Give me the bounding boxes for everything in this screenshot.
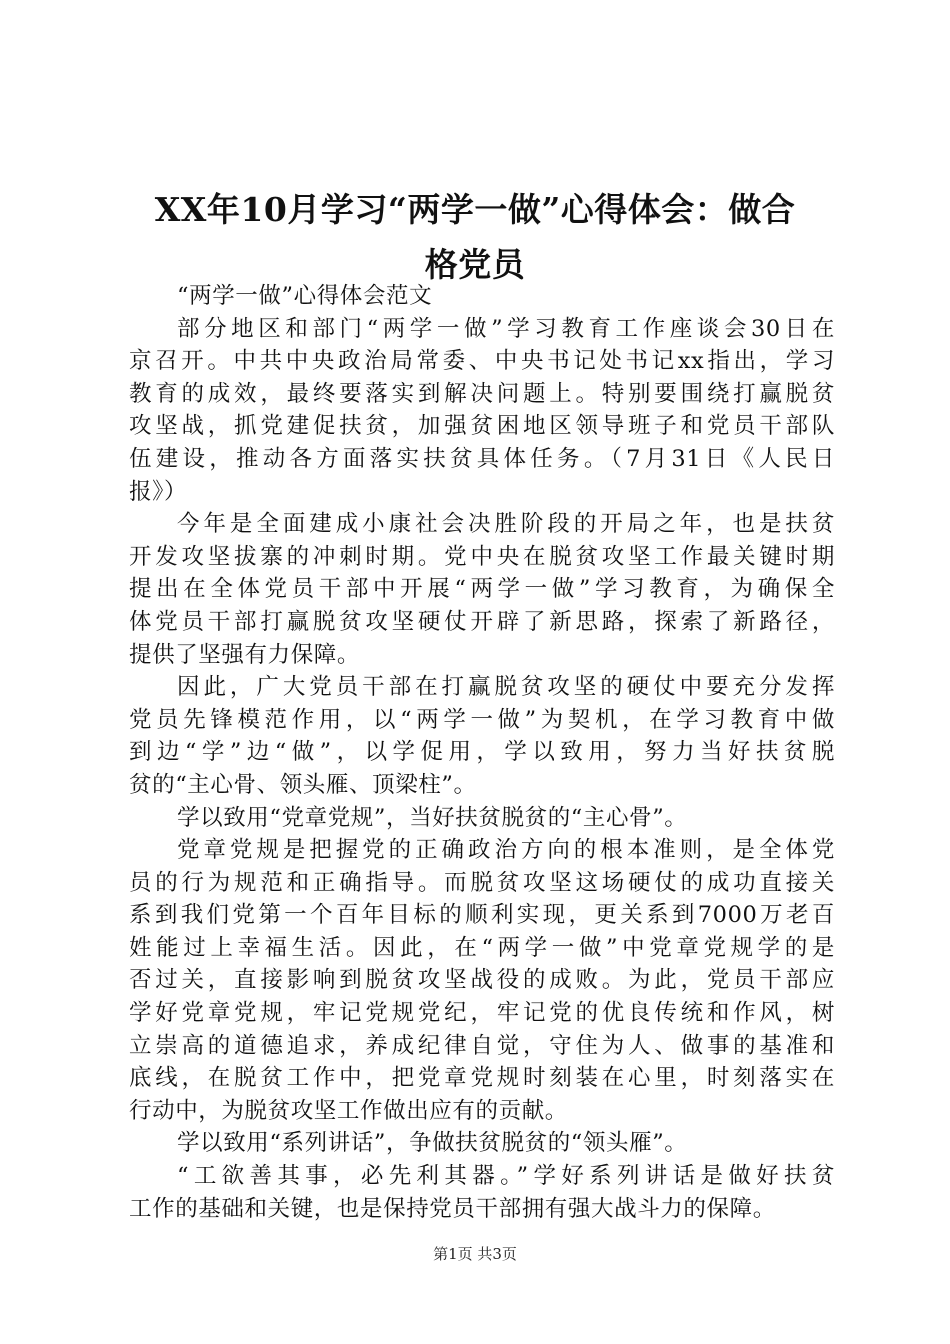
body-line: 部分地区和部门“两学一做”学习教育工作座谈会30日在 [177, 315, 835, 342]
body-line: 底线，在脱贫工作中，把党章党规时刻装在心里，时刻落实在 [129, 1065, 835, 1092]
body-line: 系到我们党第一个百年目标的顺利实现，更关系到7000万老百 [129, 902, 835, 929]
body-line: 教育的成效，最终要落实到解决问题上。特别要围绕打赢脱贫 [129, 380, 835, 407]
body-line: 伍建设，推动各方面落实扶贫具体任务。（7月31日《人民日 [129, 445, 835, 472]
body-line: 员的行为规范和正确指导。而脱贫攻坚这场硬仗的成功直接关 [129, 869, 835, 896]
body-line: 体党员干部打赢脱贫攻坚硬仗开辟了新思路，探索了新路径， [129, 608, 835, 635]
body-line: 否过关，直接影响到脱贫攻坚战役的成败。为此，党员干部应 [129, 967, 835, 994]
body-line: 攻坚战，抓党建促扶贫，加强贫困地区领导班子和党员干部队 [129, 413, 835, 440]
body-line: 因此，广大党员干部在打赢脱贫攻坚的硬仗中要充分发挥 [177, 674, 835, 701]
document-body [129, 280, 835, 1225]
body-line: 学以致用“系列讲话”，争做扶贫脱贫的“领头雁”。 [177, 1130, 688, 1157]
document-title-line-2: 格党员 [424, 245, 526, 284]
body-line: 党员先锋模范作用，以“两学一做”为契机，在学习教育中做 [129, 706, 835, 733]
body-line: 提供了坚强有力保障。 [129, 641, 361, 668]
body-line: 开发攻坚拔寨的冲刺时期。党中央在脱贫攻坚工作最关键时期 [129, 543, 835, 570]
body-line: 学好党章党规，牢记党规党纪，牢记党的优良传统和作风，树 [129, 1000, 835, 1027]
body-line: “工欲善其事，必先利其器。”学好系列讲话是做好扶贫 [177, 1163, 835, 1190]
body-line: 工作的基础和关键，也是保持党员干部拥有强大战斗力的保障。 [129, 1195, 776, 1222]
body-line: “两学一做”心得体会范文 [177, 283, 433, 309]
body-line: 党章党规是把握党的正确政治方向的根本准则，是全体党 [177, 837, 835, 864]
body-line: 立崇高的道德追求，养成纪律自觉，守住为人、做事的基准和 [129, 1032, 835, 1059]
body-line: 到边“学”边“做”，以学促用，学以致用，努力当好扶贫脱 [129, 739, 835, 766]
body-line: 学以致用“党章党规”，当好扶贫脱贫的“主心骨”。 [177, 804, 688, 831]
body-line: 贫的“主心骨、领头雁、顶梁柱”。 [129, 771, 477, 798]
body-line: 报》） [129, 478, 188, 505]
body-line: 京召开。中共中央政治局常委、中央书记处书记xx指出，学习 [129, 348, 835, 375]
body-line: 提出在全体党员干部中开展“两学一做”学习教育，为确保全 [129, 576, 835, 603]
body-line: 行动中，为脱贫攻坚工作做出应有的贡献。 [129, 1097, 568, 1124]
page-number-footer: 第1页 共3页 [433, 1245, 517, 1263]
body-line: 姓能过上幸福生活。因此，在“两学一做”中党章党规学的是 [129, 934, 835, 961]
body-line: 今年是全面建成小康社会决胜阶段的开局之年，也是扶贫 [177, 511, 835, 538]
document-title-line-1: XX年10月学习“两学一做”心得体会：做合 [154, 190, 796, 229]
